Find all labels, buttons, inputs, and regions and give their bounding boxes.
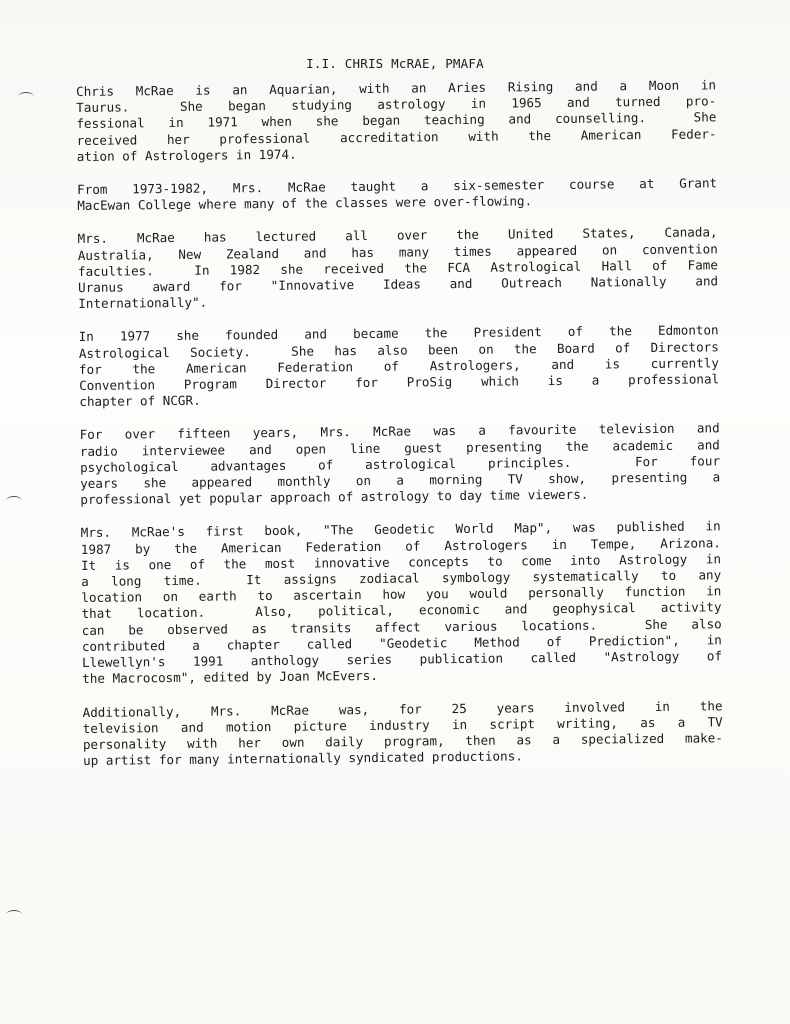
text-line: for the American Federation of Astrologers, and is currently (78, 355, 720, 377)
text-line: the Macrocosm", edited by Joan McEvers. (82, 668, 378, 687)
text-line: professional yet popular approach of astrology to day time viewers. (80, 486, 589, 508)
text-line: For over fifteen years, Mrs. McRae was a favourite television and (79, 420, 720, 443)
text-line: MacEwan College where many of the classes were over-flowing. (77, 193, 533, 214)
text-line: Llewellyn's 1991 anthology series publication called "Astrology of (81, 648, 723, 671)
text-line: Chris McRae is an Aquarian, with an Aries Rising and a Moon in (76, 77, 717, 99)
text-line: faculties. In 1982 she received the FCA Astrological Hall of Fame (77, 257, 719, 279)
text-line: It is one of the most innovative concepts to come into Astrology in (80, 551, 722, 573)
text-line: In 1977 she founded and became the President of the Edmonton (78, 322, 719, 345)
document-body (76, 77, 723, 786)
text-line: Australia, New Zealand and has many times appeared on convention (77, 240, 718, 263)
paragraph (78, 225, 719, 313)
text-line: television and motion picture industry in script writing, as a TV (82, 713, 723, 736)
text-line: personality with her own daily program, then as a specialized make- (82, 730, 723, 752)
text-line: a long time. It assigns zodiacal symbology systematically to any (81, 567, 722, 590)
text-line: Internationally". (78, 294, 208, 312)
binder-hole-mark (6, 910, 22, 919)
paragraph (82, 698, 723, 770)
text-line: Taurus. She began studying astrology in 1965 and turned pro- (76, 93, 717, 116)
text-line: Uranus award for "Innovative Ideas and Outreach Nationally and (78, 273, 719, 296)
text-line: can be observed as transits affect various locations. She also (81, 615, 722, 638)
text-line: Additionally, Mrs. McRae was, for 25 years involved in the (82, 697, 723, 720)
text-line: Astrological Society. She has also been on the Board of Directors (78, 338, 719, 361)
text-line: up artist for many internationally syndicated productions. (83, 748, 523, 769)
binder-hole-mark (6, 496, 22, 505)
text-line: 1987 by the American Federation of Astrologers in Tempe, Arizona. (80, 534, 721, 557)
paragraph (81, 519, 723, 688)
binder-hole-mark (18, 92, 34, 101)
text-line: ation of Astrologers in 1974. (76, 146, 297, 164)
text-line: chapter of NCGR. (79, 392, 201, 410)
paragraph (80, 421, 721, 509)
text-line: Convention Program Director for ProSig which is a professional (79, 371, 720, 394)
text-line: that location. Also, political, economic and geophysical activity (81, 599, 722, 622)
text-line: contributed a chapter called "Geodetic Method of Prediction", in (81, 632, 722, 654)
document-title: I.I. CHRIS McRAE, PMAFA (306, 56, 484, 71)
text-line: Mrs. McRae has lectured all over the United States, Canada, (77, 224, 718, 247)
text-line: Mrs. McRae's first book, "The Geodetic World Map", was published in (80, 518, 721, 541)
text-line: location on earth to ascertain how you would personally function in (81, 583, 722, 606)
paragraph (79, 323, 720, 411)
text-line: fessional in 1971 when she began teaching and counselling. She (76, 109, 717, 132)
text-line: received her professional accreditation with the American Feder- (76, 125, 717, 148)
paragraph (77, 175, 717, 214)
text-line: radio interviewee and open line guest presenting the academic and (79, 436, 720, 459)
text-line: psychological advantages of astrological principles. For four (79, 453, 721, 475)
paragraph (76, 77, 717, 165)
text-line: years she appeared monthly on a morning TV show, presenting a (80, 469, 721, 492)
text-line: From 1973-1982, Mrs. McRae taught a six-semester course at Grant (77, 175, 718, 198)
